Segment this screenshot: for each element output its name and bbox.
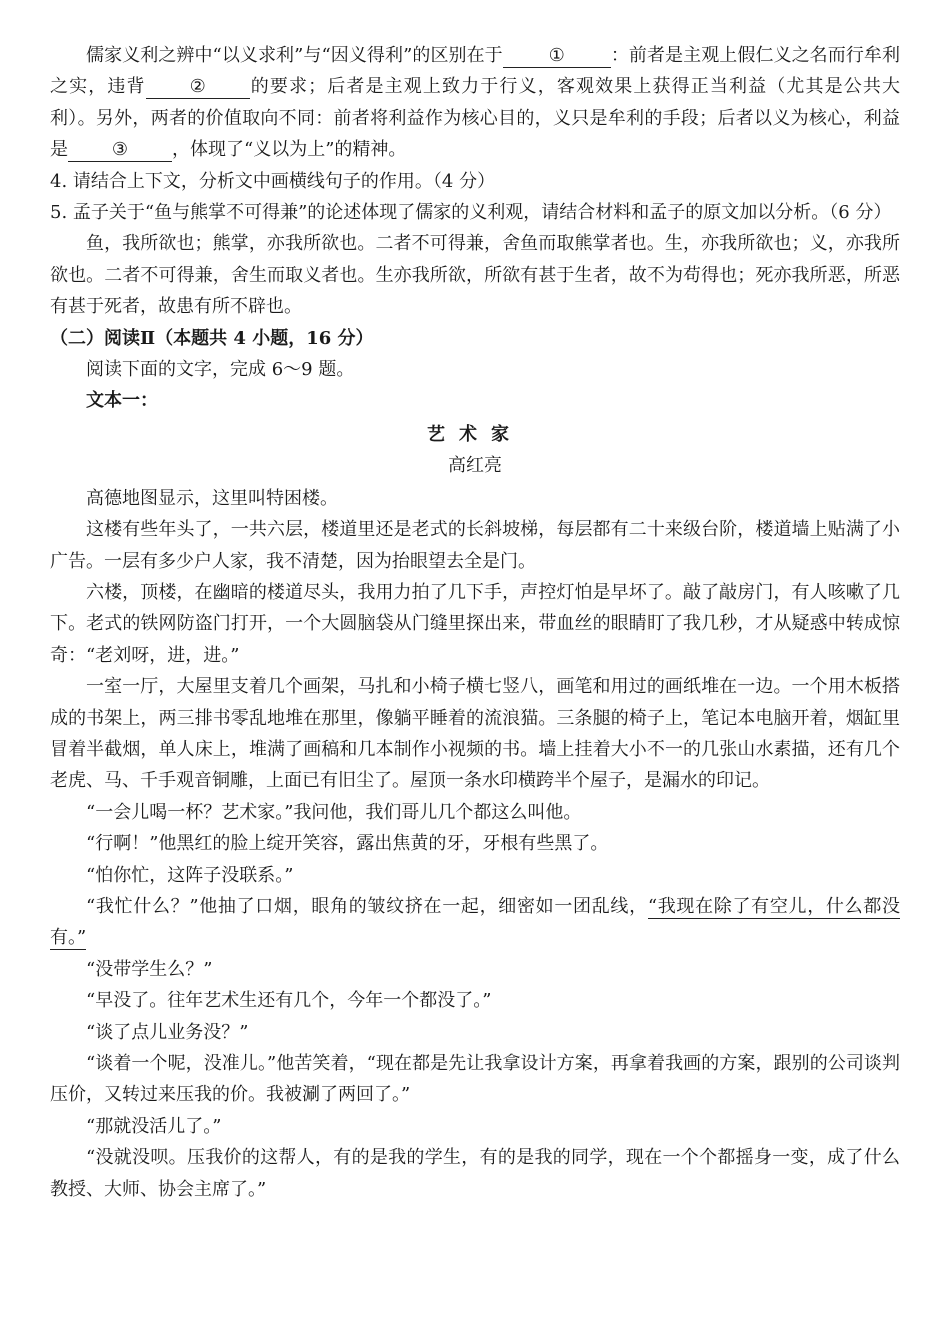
section-2-heading: （二）阅读Ⅱ（本题共 4 小题，16 分） — [50, 327, 374, 349]
story-paragraph: “行啊！”他黑红的脸上绽开笑容，露出焦黄的牙，牙根有些黑了。 — [86, 833, 609, 855]
passage-a-paragraph — [50, 40, 900, 166]
passage-a-text-1: 儒家义利之辨中“以义求利”与“因义得利”的区别在于 — [86, 45, 503, 66]
question-4: 4. 请结合上下文，分析文中画横线句子的作用。（4 分） — [50, 170, 496, 192]
story-paragraph: “早没了。往年艺术生还有几个，今年一个都没了。” — [86, 990, 492, 1012]
question-5: 5. 孟子关于“鱼与熊掌不可得兼”的论述体现了儒家的义利观，请结合材料和孟子的原文加以分析。（6 分） — [50, 202, 892, 224]
story-paragraph: 这楼有些年头了，一共六层，楼道里还是老式的长斜坡梯，每层都有二十来级台阶，楼道墙上贴满了小广告。一层有多少户人家，我不清楚，因为抬眼望去全是门。 — [50, 519, 900, 572]
section-2-instruction: 阅读下面的文字，完成 6～9 题。 — [86, 359, 355, 381]
story-paragraph: “谈了点儿业务没？” — [86, 1021, 249, 1043]
story-paragraph-text: “我忙什么？”他抽了口烟，眼角的皱纹挤在一起，细密如一团乱线， — [86, 895, 648, 917]
fill-blank-1[interactable]: ① — [503, 45, 611, 68]
fill-blank-2[interactable]: ② — [146, 76, 250, 99]
story-paragraph: 六楼，顶楼，在幽暗的楼道尽头，我用力拍了几下手，声控灯怕是早坏了。敲了敲房门，有人咳嗽了几下。老式的铁网防盗门打开，一个大圆脑袋从门缝里探出来，带血丝的眼睛盯了我几秒，才从疑惑中转成惊奇：“老刘呀，进，进。” — [50, 581, 900, 666]
passage-a-text-4: ，体现了“义以为上”的精神。 — [172, 139, 407, 161]
story-author: 高红亮 — [448, 455, 502, 477]
text-1-label: 文本一： — [86, 390, 158, 412]
mencius-quote: 鱼，我所欲也；熊掌，亦我所欲也。二者不可得兼，舍鱼而取熊掌者也。生，亦我所欲也；义，亦我所欲也。二者不可得兼，舍生而取义者也。生亦我所欲，所欲有甚于生者，故不为苟得也；死亦我所恶，所恶有甚于死者，故患有所不辟也。 — [50, 233, 900, 318]
story-title: 艺术家 — [427, 423, 523, 445]
story-paragraph: “谈着一个呢，没准儿。”他苦笑着，“现在都是先让我拿设计方案，再拿着我画的方案，跟别的公司谈判压价，又转过来压我的价。我被涮了两回了。” — [50, 1053, 900, 1106]
passage-a-text-2: ：前者是主观上假仁义之名而行牟利之实，违背 — [50, 45, 900, 98]
story-paragraph: “怕你忙，这阵子没联系。” — [86, 864, 294, 886]
story-paragraph: “那就没活儿了。” — [86, 1115, 222, 1137]
passage-a-text-3: 的要求；后者是主观上致力于行义，客观效果上获得正当利益（尤其是公共大利）。另外，两者的价值取向不同：前者将利益作为核心目的，义只是牟利的手段；后者以义为核心，利益是 — [50, 76, 900, 161]
story-paragraph: “没带学生么？” — [86, 958, 213, 980]
fill-blank-3[interactable]: ③ — [68, 139, 172, 162]
story-paragraph: “没就没呗。压我价的这帮人，有的是我的学生，有的是我的同学，现在一个个都摇身一变，成了什么教授、大师、协会主席了。” — [50, 1147, 900, 1200]
story-paragraph: “一会儿喝一杯？艺术家。”我问他，我们哥儿几个都这么叫他。 — [86, 801, 582, 823]
story-paragraph: 高德地图显示，这里叫特困楼。 — [86, 487, 338, 509]
underlined-sentence: “我现在除了有空儿，什么都没有。” — [50, 895, 901, 949]
story-paragraph: 一室一厅，大屋里支着几个画架，马扎和小椅子横七竖八，画笔和用过的画纸堆在一边。一个用木板搭成的书架上，两三排书零乱地堆在那里，像躺平睡着的流浪猫。三条腿的椅子上，笔记本电脑开着，烟缸里冒着半截烟，单人床上，堆满了画稿和几本制作小视频的书。墙上挂着大小不一的几张山水素描，还有几个老虎、马、千手观音铜雕，上面已有旧尘了。屋顶一条水印横跨半个屋子，是漏水的印记。 — [50, 676, 900, 792]
story-paragraph-underlined — [50, 891, 900, 954]
